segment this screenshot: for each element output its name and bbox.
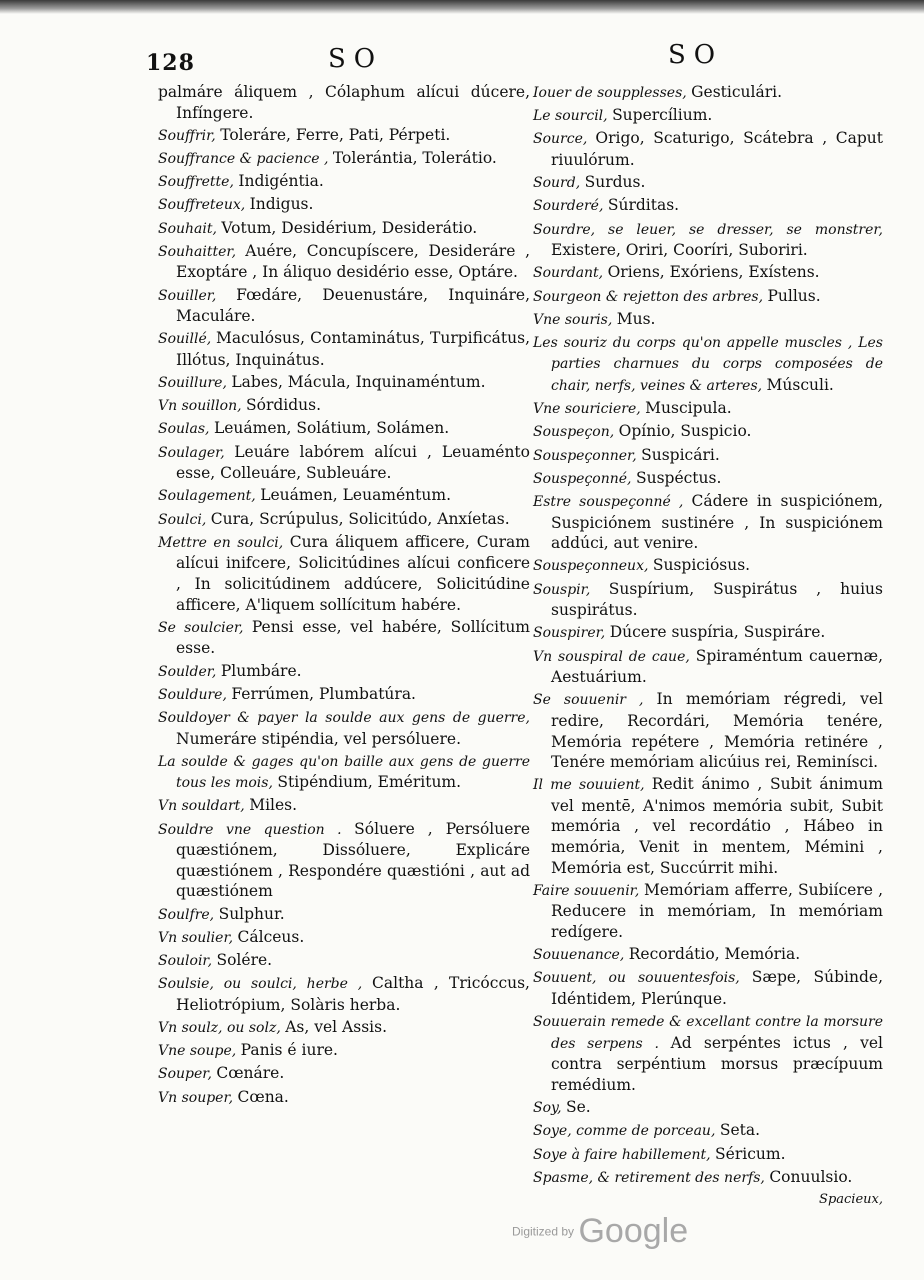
entry-latin-text: Fœdáre, Deuenustáre, Inquináre, Maculáre. — [176, 285, 530, 326]
left-column — [158, 82, 530, 1110]
entry-latin-text: Opínio, Suspicio. — [618, 422, 752, 441]
entry-latin-text: As, vel Assis. — [285, 1017, 387, 1036]
dictionary-entry — [158, 1017, 530, 1039]
dictionary-entry — [158, 973, 530, 1015]
dictionary-entry — [533, 128, 883, 170]
entry-latin-text: Ferrúmen, Plumbatúra. — [231, 684, 416, 703]
dictionary-entry — [533, 646, 883, 688]
entry-latin-text: palmáre áliquem , Cólaphum alícui dúcere, Infíngere. — [158, 83, 530, 122]
entry-headword: Souuerain remede & excellant contre la morsure des serpens . — [533, 1014, 883, 1052]
entry-headword: Le sourcil, — [533, 108, 613, 125]
digitized-watermark — [512, 1212, 688, 1251]
entry-latin-text: Leuámen, Solátium, Solámen. — [213, 419, 450, 438]
dictionary-entry — [158, 707, 530, 749]
entry-latin-text: Caltha , Tricóccus, Heliotrópium, Solàris herba. — [176, 974, 530, 1014]
entry-headword: Souldoyer & payer la soulde aux gens de guerre, — [158, 709, 530, 726]
right-column — [533, 82, 883, 1211]
entry-headword: Il me souuient, — [533, 777, 652, 794]
dictionary-entry — [158, 148, 530, 170]
dictionary-entry — [533, 1120, 883, 1142]
entry-latin-text: Cádere in suspiciónem, Suspiciónem sustinére , In suspiciónem addúci, aut venire. — [551, 492, 883, 553]
entry-headword: Soye à faire habillement, — [533, 1146, 716, 1163]
dictionary-entry — [533, 286, 883, 308]
dictionary-entry — [158, 532, 530, 615]
entry-latin-text: Tolerántia, Tolerátio. — [332, 148, 497, 167]
entry-latin-text: Leuáre labórem alícui , Leuaménto esse, Colleuáre, Subleuáre. — [176, 442, 530, 483]
entry-headword: Souffreteux, — [158, 197, 250, 214]
entry-headword: Soy, — [533, 1100, 566, 1117]
left-entries-list — [158, 82, 530, 1108]
entry-headword: Souffrance & pacience , — [158, 150, 333, 167]
dictionary-entry — [158, 218, 530, 240]
entry-headword: Souspir, — [533, 581, 609, 598]
entry-headword: Souldure, — [158, 686, 232, 703]
running-head-left: SO — [328, 44, 384, 74]
entry-latin-text: Leuámen, Leuaméntum. — [260, 486, 451, 505]
dictionary-entry — [158, 285, 530, 327]
dictionary-entry — [158, 684, 530, 706]
dictionary-entry — [158, 372, 530, 394]
entry-headword: Vne souriciere, — [533, 401, 646, 418]
dictionary-entry — [158, 617, 530, 659]
entry-latin-text: Maculósus, Contaminátus, Turpificátus, Illótus, Inquinátus. — [176, 329, 530, 369]
dictionary-entry — [533, 1167, 883, 1189]
entry-headword: Souldre vne question . — [158, 821, 355, 838]
dictionary-entry — [533, 82, 883, 104]
entry-headword: Soulas, — [158, 421, 214, 438]
dictionary-entry — [533, 555, 883, 577]
entry-headword: Souspeçonneux, — [533, 558, 653, 575]
entry-headword: Souhait, — [158, 220, 222, 237]
dictionary-entry — [533, 172, 883, 194]
entry-headword: Souspeçonner, — [533, 447, 642, 464]
entry-headword: Les souriz du corps qu'on appelle muscles , Les parties charnues du corps composées de chair, nerfs, veines & arteres, — [533, 334, 883, 395]
dictionary-entry — [158, 751, 530, 794]
entry-headword: Sourdre, se leuer, se dresser, se monstrer, — [533, 221, 883, 238]
entry-headword: Spasme, & retirement des nerfs, — [533, 1169, 770, 1186]
page-top-edge — [0, 0, 924, 14]
right-entries-list — [533, 82, 883, 1188]
entry-latin-text: Sæpe, Súbinde, Idéntidem, Plerúnque. — [551, 968, 883, 1008]
entry-headword: Sourdant, — [533, 265, 608, 282]
dictionary-entry — [158, 418, 530, 440]
dictionary-entry — [533, 1097, 883, 1119]
catchword: Spacieux, — [819, 1192, 883, 1208]
entry-headword: Se souuenir , — [533, 692, 657, 709]
entry-headword: Vn souldart, — [158, 798, 250, 815]
entry-headword: Vne soupe, — [158, 1043, 241, 1060]
entry-headword: Vne souris, — [533, 311, 617, 328]
dictionary-entry — [158, 485, 530, 507]
entry-headword: Vn souspiral de caue, — [533, 648, 696, 665]
entry-headword: Soulder, — [158, 663, 221, 680]
entry-latin-text: Existere, Oriri, Cooríri, Suboriri. — [551, 241, 808, 260]
entry-latin-text: Cura áliquem afficere, Curam alícui inifcere, Solicitúdines alícui conficere , In solicitúdinem addúcere, Solicitúdine afficere, A'liquem sollícitum habére. — [176, 532, 530, 614]
entry-headword: Souillé, — [158, 331, 216, 348]
entry-latin-text: Plumbáre. — [220, 661, 302, 680]
entry-headword: Souiller, — [158, 287, 237, 304]
dictionary-entry — [533, 105, 883, 127]
entry-headword: Souillure, — [158, 375, 232, 392]
entry-latin-text: Votum, Desidérium, Desiderátio. — [221, 218, 478, 237]
entry-latin-text: Oriens, Exóriens, Exístens. — [607, 263, 820, 282]
dictionary-entry — [158, 819, 530, 902]
dictionary-entry — [533, 398, 883, 420]
dictionary-entry — [533, 774, 883, 878]
entry-latin-text: Memóriam afferre, Subiícere , Reducere in memóriam, In memóriam redígere. — [551, 880, 884, 942]
dictionary-entry — [158, 795, 530, 817]
entry-headword: Soulager, — [158, 444, 235, 461]
entry-latin-text: Stipéndium, Eméritum. — [277, 773, 462, 792]
entry-headword: Soye, comme de porceau, — [533, 1123, 720, 1140]
dictionary-entry — [158, 1063, 530, 1085]
dictionary-entry — [158, 395, 530, 417]
dictionary-entry — [533, 622, 883, 644]
dictionary-entry — [158, 125, 530, 147]
dictionary-entry — [158, 904, 530, 926]
entry-headword: Souuenance, — [533, 947, 629, 964]
entry-headword: Souloir, — [158, 953, 217, 969]
entry-headword: Vn souper, — [158, 1089, 238, 1106]
entry-latin-text: Muscipula. — [645, 399, 732, 418]
entry-latin-text: Pullus. — [767, 286, 821, 305]
entry-latin-text: In memóriam régredi, vel redire, Recordári, Memória tenére, Memória repétere , Memória retinére , Tenére memóriam alicúius rei, Reminísci. — [551, 690, 884, 772]
entry-headword: Source, — [533, 131, 596, 148]
entry-latin-text: Indigéntia. — [238, 172, 324, 191]
dictionary-entry — [533, 219, 883, 261]
dictionary-entry — [533, 445, 883, 467]
entry-headword: Souspirer, — [533, 625, 610, 642]
entry-headword: Souspeçon, — [533, 424, 619, 441]
watermark-prefix: Digitized by — [512, 1224, 575, 1239]
dictionary-entry — [158, 927, 530, 949]
entry-headword: La soulde & gages qu'on baille aux gens de guerre tous les mois, — [158, 753, 530, 792]
entry-headword: Soulci, — [158, 511, 211, 528]
dictionary-entry — [158, 509, 530, 531]
dictionary-entry — [533, 1144, 883, 1166]
entry-headword: Soulfre, — [158, 906, 219, 923]
dictionary-entry — [533, 967, 883, 1009]
entry-latin-text: Auére, Concupíscere, Desideráre , Exoptáre , In áliquo desidério esse, Optáre. — [176, 241, 530, 282]
entry-latin-text: Gesticulári. — [691, 83, 783, 101]
dictionary-entry — [533, 195, 883, 217]
entry-latin-text: Cœnáre. — [216, 1064, 285, 1083]
entry-latin-text: Solére. — [216, 951, 273, 969]
entry-headword: Sourd, — [533, 175, 585, 192]
dictionary-entry — [533, 579, 883, 621]
dictionary-entry — [158, 241, 530, 283]
entry-latin-text: Sóluere , Persóluere quæstiónem, Dissóluere, Explicáre quæstiónem , Respondére quæstióni , aut ad quæstiónem — [176, 819, 530, 901]
entry-headword: Souhaitter, — [158, 243, 246, 260]
entry-latin-text: Origo, Scaturigo, Scátebra , Caput riuulórum. — [551, 129, 883, 169]
entry-latin-text: Sulphur. — [218, 904, 285, 923]
entry-latin-text: Dúcere suspíria, Suspiráre. — [609, 623, 826, 642]
entry-headword: Souffrir, — [158, 127, 221, 144]
entry-headword: Iouer de soupplesses, — [533, 85, 692, 101]
entry-latin-text: Seta. — [719, 1121, 761, 1140]
entry-headword: Vn souillon, — [158, 398, 246, 415]
entry-latin-text: Sórdidus. — [246, 396, 322, 415]
entry-latin-text: Labes, Mácula, Inquinaméntum. — [231, 373, 486, 392]
entry-latin-text: Suspírium, Suspirátus , huius suspirátus. — [551, 579, 883, 620]
dictionary-entry — [158, 661, 530, 683]
dictionary-entry — [533, 880, 883, 943]
entry-latin-text: Supercílium. — [612, 106, 713, 125]
entry-headword: Mettre en soulci, — [158, 534, 290, 551]
entry-headword: Sourgeon & rejetton des arbres, — [533, 288, 768, 305]
google-logo: Google — [578, 1212, 689, 1250]
entry-latin-text: Numeráre stipéndia, vel persóluere. — [176, 729, 461, 748]
dictionary-entry — [533, 332, 883, 397]
entry-headword: Vn soulier, — [158, 929, 238, 946]
dictionary-entry — [533, 421, 883, 443]
entry-latin-text: Suspéctus. — [635, 468, 722, 487]
dictionary-entry — [158, 1040, 530, 1062]
dictionary-entry — [158, 442, 530, 484]
entry-latin-text: Surdus. — [584, 173, 646, 192]
dictionary-entry — [533, 262, 883, 284]
entry-headword: Vn soulz, ou solz, — [158, 1019, 286, 1036]
entry-latin-text: Cœna. — [237, 1087, 289, 1106]
entry-headword: Estre souspeçonné , — [533, 494, 692, 510]
entry-headword: Sourderé, — [533, 198, 608, 215]
entry-latin-text: Panis é iure. — [240, 1041, 338, 1060]
entry-latin-text: Miles. — [249, 796, 298, 815]
entry-latin-text: Suspiciósus. — [652, 556, 751, 575]
entry-latin-text: Ad serpéntes ictus , vel contra serpéntium morsus præcípuum remédium. — [551, 1033, 883, 1094]
dictionary-entry — [533, 944, 883, 966]
entry-latin-text: Spiraméntum cauernæ, Aestuárium. — [551, 646, 883, 687]
dictionary-entry — [158, 328, 530, 370]
dictionary-entry — [158, 194, 530, 216]
page-number: 128 — [146, 50, 195, 76]
entry-latin-text: Cura, Scrúpulus, Solicitúdo, Anxíetas. — [210, 509, 510, 528]
entry-latin-text: Conuulsio. — [769, 1167, 853, 1186]
entry-latin-text: Cálceus. — [237, 927, 305, 946]
entry-headword: Soulagement, — [158, 488, 261, 505]
dictionary-entry — [158, 82, 530, 123]
dictionary-entry — [158, 1087, 530, 1109]
entry-latin-text: Pensi esse, vel habére, Sollícitum esse. — [176, 617, 531, 658]
entry-latin-text: Súrditas. — [607, 196, 680, 215]
running-head-right: SO — [668, 40, 724, 70]
entry-latin-text: Séricum. — [715, 1144, 786, 1163]
entry-headword: Soulsie, ou soulci, herbe , — [158, 976, 373, 993]
entry-latin-text: Recordátio, Memória. — [628, 945, 801, 964]
dictionary-entry — [533, 1011, 883, 1095]
entry-latin-text: Mus. — [616, 309, 656, 328]
entry-latin-text: Se. — [565, 1098, 591, 1117]
entry-latin-text: Suspicári. — [641, 445, 720, 464]
entry-headword: Souffrette, — [158, 174, 239, 191]
entry-latin-text: Indigus. — [249, 195, 314, 214]
entry-headword: Souspeçonné, — [533, 470, 636, 487]
dictionary-entry — [158, 171, 530, 193]
entry-latin-text: Redit ánimo , Subit ánimum vel mentē, A'nimos memória subit, Subit memória , vel recordátio , Hábeo in memória, Venit in mentem, Mémini , Memória est, Succúrrit mihi. — [551, 775, 883, 877]
dictionary-entry — [533, 491, 883, 554]
entry-latin-text: Músculi. — [766, 376, 834, 395]
entry-headword: Faire souuenir, — [533, 882, 644, 899]
dictionary-entry — [533, 468, 883, 490]
dictionary-entry — [533, 309, 883, 331]
entry-headword: Souuent, ou souuentesfois, — [533, 970, 752, 987]
dictionary-entry — [158, 950, 530, 972]
entry-headword: Souper, — [158, 1066, 217, 1083]
entry-headword: Se soulcier, — [158, 619, 252, 636]
dictionary-entry — [533, 689, 883, 772]
entry-latin-text: Toleráre, Ferre, Pati, Pérpeti. — [220, 125, 451, 144]
